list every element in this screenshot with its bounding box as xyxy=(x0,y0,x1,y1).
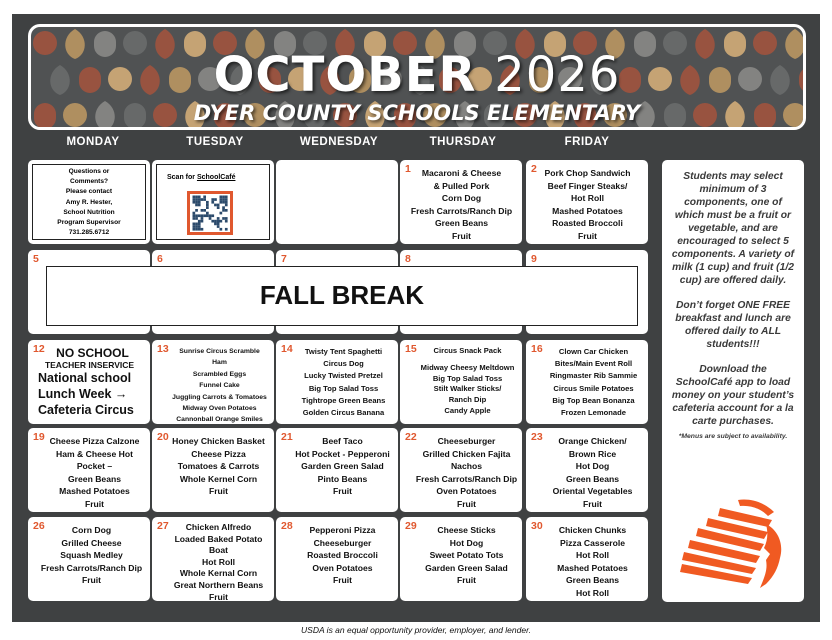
district-title: DYER COUNTY SCHOOLS ELEMENTARY xyxy=(193,101,641,125)
date-number: 12 xyxy=(33,343,45,355)
menu-list: Cheeseburger Grilled Chicken Fajita Nachos Fresh Carrots/Ranch Dip Oven Potatoes Fruit xyxy=(415,436,518,509)
menu-list: Chicken Alfredo Loaded Baked Potato Boat Hot Roll Whole Kernal Corn Great Northern Beans Fruit xyxy=(173,522,264,601)
schoolcafe-link[interactable]: SchoolCafé xyxy=(196,174,236,181)
day-cell-20 xyxy=(152,428,274,512)
day-cell-15 xyxy=(400,340,522,424)
menu-list: Cheese Pizza Calzone Ham & Cheese Hot Pocket – Green Beans Mashed Potatoes Fruit xyxy=(49,436,140,509)
title-banner xyxy=(28,24,806,130)
date-number: 20 xyxy=(157,431,169,443)
date-number: 9 xyxy=(531,253,537,265)
day-cell-26 xyxy=(28,517,150,601)
qr-box xyxy=(156,164,270,240)
date-number: 16 xyxy=(531,343,543,355)
components-info: Students may select minimum of 3 components, one of which must be a fruit or vegetable, and are encouraged to select 5 components. A variety of milk (1 cup) and fruit (1/2 cup) are offered daily. xyxy=(671,171,795,286)
day-header-monday: MONDAY xyxy=(66,136,120,148)
menu-list: Chicken Chunks Pizza Casserole Hot Roll Mashed Potatoes Green Beans Hot Roll xyxy=(557,525,628,598)
day-cell-12 xyxy=(28,340,150,424)
day-cell-30 xyxy=(526,517,648,601)
day-cell-empty xyxy=(276,160,398,244)
day-cell-29 xyxy=(400,517,522,601)
menu-list: Orange Chicken/ Brown Rice Hot Dog Green Beans Oriental Vegetables Fruit xyxy=(552,436,633,509)
contact-cell xyxy=(28,160,150,244)
day-header-wednesday: WEDNESDAY xyxy=(299,136,379,148)
day-header-tuesday: TUESDAY xyxy=(186,136,244,148)
menu-list: Twisty Tent Spaghetti Circus Dog Lucky Twisted Pretzel Big Top Salad Toss Tightrope Green Beans Golden Circus Banana xyxy=(301,347,386,418)
day-cell-2 xyxy=(526,160,648,244)
menu-list: Clown Car Chicken Bites/Main Event Roll Ringmaster Rib Sammie Circus Smile Potatoes Big Top Bean Bonanza Frozen Lemonade xyxy=(549,347,638,418)
date-number: 19 xyxy=(33,431,45,443)
day-cell-28 xyxy=(276,517,398,601)
menu-list: Circus Snack Pack Midway Cheesy Meltdown Big Top Salad Toss Stilt Walker Sticks/ Ranch Dip Candy Apple xyxy=(420,346,515,415)
usda-footer: USDA is an equal opportunity provider, employer, and lender. xyxy=(301,625,531,635)
chief-headdress-logo xyxy=(680,494,788,594)
day-cell-19 xyxy=(28,428,150,512)
date-number: 21 xyxy=(281,431,293,443)
day-header-thursday: THURSDAY xyxy=(429,136,497,148)
qr-label: Scan for SchoolCafé xyxy=(167,174,236,181)
day-cell-16 xyxy=(526,340,648,424)
date-number: 23 xyxy=(531,431,543,443)
date-number: 22 xyxy=(405,431,417,443)
menu-list: Beef Taco Hot Pocket - Pepperoni Garden Green Salad Pinto Beans Fruit xyxy=(295,436,390,497)
day-cell-23 xyxy=(526,428,648,512)
schoolcafe-app-info: Download the SchoolCafé app to load money on your student’s cafeteria account for a la carte purchases. xyxy=(671,364,795,427)
day-cell-14 xyxy=(276,340,398,424)
qr-code-icon[interactable] xyxy=(187,191,233,235)
free-meals-info: Don’t forget ONE FREE breakfast and lunch are offered daily to ALL students!!! xyxy=(675,300,791,350)
date-number: 8 xyxy=(405,253,411,265)
menu-list: Sunrise Circus Scramble Ham Scrambled Eggs Funnel Cake Juggling Carrots & Tomatoes Midway Oven Potatoes Cannonball Orange Smiles xyxy=(172,348,267,424)
no-school-notice: NO SCHOOL TEACHER INSERVICE National school Lunch Week → Cafeteria Circus xyxy=(38,346,135,417)
day-cell-1 xyxy=(400,160,522,244)
date-number: 14 xyxy=(281,343,293,355)
date-number: 28 xyxy=(281,520,293,532)
fall-break-banner: FALL BREAK xyxy=(46,266,638,326)
date-number: 7 xyxy=(281,253,287,265)
availability-note: *Menus are subject to availability. xyxy=(678,433,788,440)
menu-list: Honey Chicken Basket Cheese Pizza Tomatoes & Carrots Whole Kernel Corn Fruit xyxy=(172,436,265,497)
menu-list: Cheese Sticks Hot Dog Sweet Potato Tots Garden Green Salad Fruit xyxy=(425,525,508,586)
date-number: 2 xyxy=(531,163,537,175)
date-number: 26 xyxy=(33,520,45,532)
date-number: 1 xyxy=(405,163,411,175)
date-number: 13 xyxy=(157,343,169,355)
date-number: 5 xyxy=(33,253,39,265)
date-number: 27 xyxy=(157,520,169,532)
menu-list: Macaroni & Cheese & Pulled Pork Corn Dog Fresh Carrots/Ranch Dip Green Beans Fruit xyxy=(410,168,513,241)
day-header-friday: FRIDAY xyxy=(564,136,610,148)
date-number: 6 xyxy=(157,253,163,265)
menu-list: Corn Dog Grilled Cheese Squash Medley Fresh Carrots/Ranch Dip Fruit xyxy=(40,525,143,586)
menu-list: Pork Chop Sandwich Beef Finger Steaks/ Hot Roll Mashed Potatoes Roasted Broccoli Fruit xyxy=(544,168,631,241)
info-sidebar xyxy=(662,160,804,602)
date-number: 15 xyxy=(405,343,417,355)
contact-info: Questions or Comments? Please contact Amy R. Hester, School Nutrition Program Supervisor 731.285.6712 xyxy=(32,164,146,240)
menu-list: Pepperoni Pizza Cheeseburger Roasted Broccoli Oven Potatoes Fruit xyxy=(307,525,378,586)
qr-cell xyxy=(152,160,274,244)
date-number: 30 xyxy=(531,520,543,532)
date-number: 29 xyxy=(405,520,417,532)
day-cell-13 xyxy=(152,340,274,424)
month-title: OCTOBER 2026 xyxy=(213,47,621,103)
day-cell-22 xyxy=(400,428,522,512)
day-cell-27 xyxy=(152,517,274,601)
day-cell-21 xyxy=(276,428,398,512)
